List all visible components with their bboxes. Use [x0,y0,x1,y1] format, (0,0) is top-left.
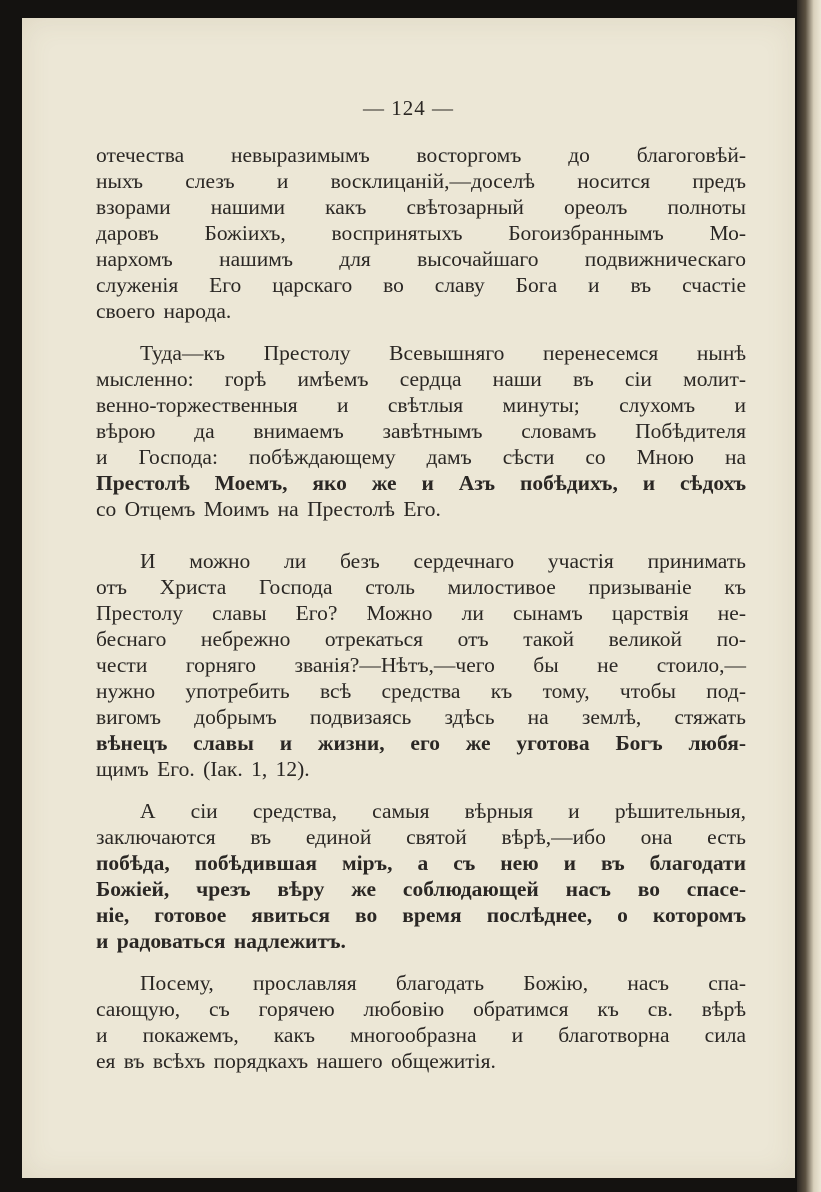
text-line: Престолѣ Моемъ, яко же и Азъ побѣдихъ, и сѣдохъ [96,471,746,495]
text-line: ныхъ слезъ и восклицаній,—доселѣ носится предъ [96,169,746,193]
text-line: нархомъ нашимъ для высочайшаго подвижническаго [96,247,746,271]
text-line: заключаются въ единой святой вѣрѣ,—ибо она есть [96,825,746,849]
paragraph [96,340,746,522]
text-line: венно-торжественныя и свѣтлыя минуты; слухомъ и [96,393,746,417]
text-line: А сіи средства, самыя вѣрныя и рѣшительныя, [140,799,746,823]
text-line: и радоваться надлежитъ. [96,929,346,953]
paragraph [96,798,746,954]
text-line: Посему, прославляя благодать Божію, насъ спа- [140,971,746,995]
text-line: вѣнецъ славы и жизни, его же уготова Богъ любя- [96,731,746,755]
text-line: своего народа. [96,299,232,323]
text-line: И можно ли безъ сердечнаго участія принимать [140,549,746,573]
text-line: ніе, готовое явиться во время послѣднее, о которомъ [96,903,746,927]
page-text [96,142,746,1090]
text-line: побѣда, побѣдившая міръ, а съ нею и въ благодати [96,851,746,875]
text-line: и покажемъ, какъ многообразна и благотворна сила [96,1023,746,1047]
paragraph [96,548,746,782]
text-line: Престолу славы Его? Можно ли сынамъ царствія не- [96,601,746,625]
text-line: мысленно: горѣ имѣемъ сердца наши въ сіи молит- [96,367,746,391]
text-line: Туда—къ Престолу Всевышняго перенесемся нынѣ [140,341,746,365]
text-line: отъ Христа Господа столь милостивое призываніе къ [96,575,746,599]
text-line: даровъ Божіихъ, воспринятыхъ Богоизбраннымъ Мо- [96,221,746,245]
text-line: Божіей, чрезъ вѣру же соблюдающей насъ во спасе- [96,877,746,901]
text-line: сающую, съ горячею любовію обратимся къ св. вѣрѣ [96,997,746,1021]
text-line: щимъ Его. (Іак. 1, 12). [96,757,310,781]
text-line: отечества невыразимымъ восторгомъ до благоговѣй- [96,143,746,167]
paragraph [96,970,746,1074]
text-line: нужно употребить всѣ средства къ тому, чтобы под- [96,679,746,703]
text-line: ея въ всѣхъ порядкахъ нашего общежитія. [96,1049,496,1073]
text-line: служенія Его царскаго во славу Бога и въ счастіе [96,273,746,297]
text-line: вѣрою да внимаемъ завѣтнымъ словамъ Побѣдителя [96,419,746,443]
text-line: беснаго небрежно отрекаться отъ такой великой по- [96,627,746,651]
text-line: взорами нашими какъ свѣтозарный ореолъ полноты [96,195,746,219]
paragraph [96,142,746,324]
text-line: и Господа: побѣждающему дамъ сѣсти со Мною на [96,445,746,469]
book-page [22,18,795,1178]
text-line: вигомъ добрымъ подвизаясь здѣсь на землѣ, стяжать [96,705,746,729]
text-line: чести горняго званія?—Нѣтъ,—чего бы не стоило,— [96,653,746,677]
book-spine-edge [797,0,821,1192]
text-line: со Отцемъ Моимъ на Престолѣ Его. [96,497,441,521]
page-number: — 124 — [363,96,454,120]
